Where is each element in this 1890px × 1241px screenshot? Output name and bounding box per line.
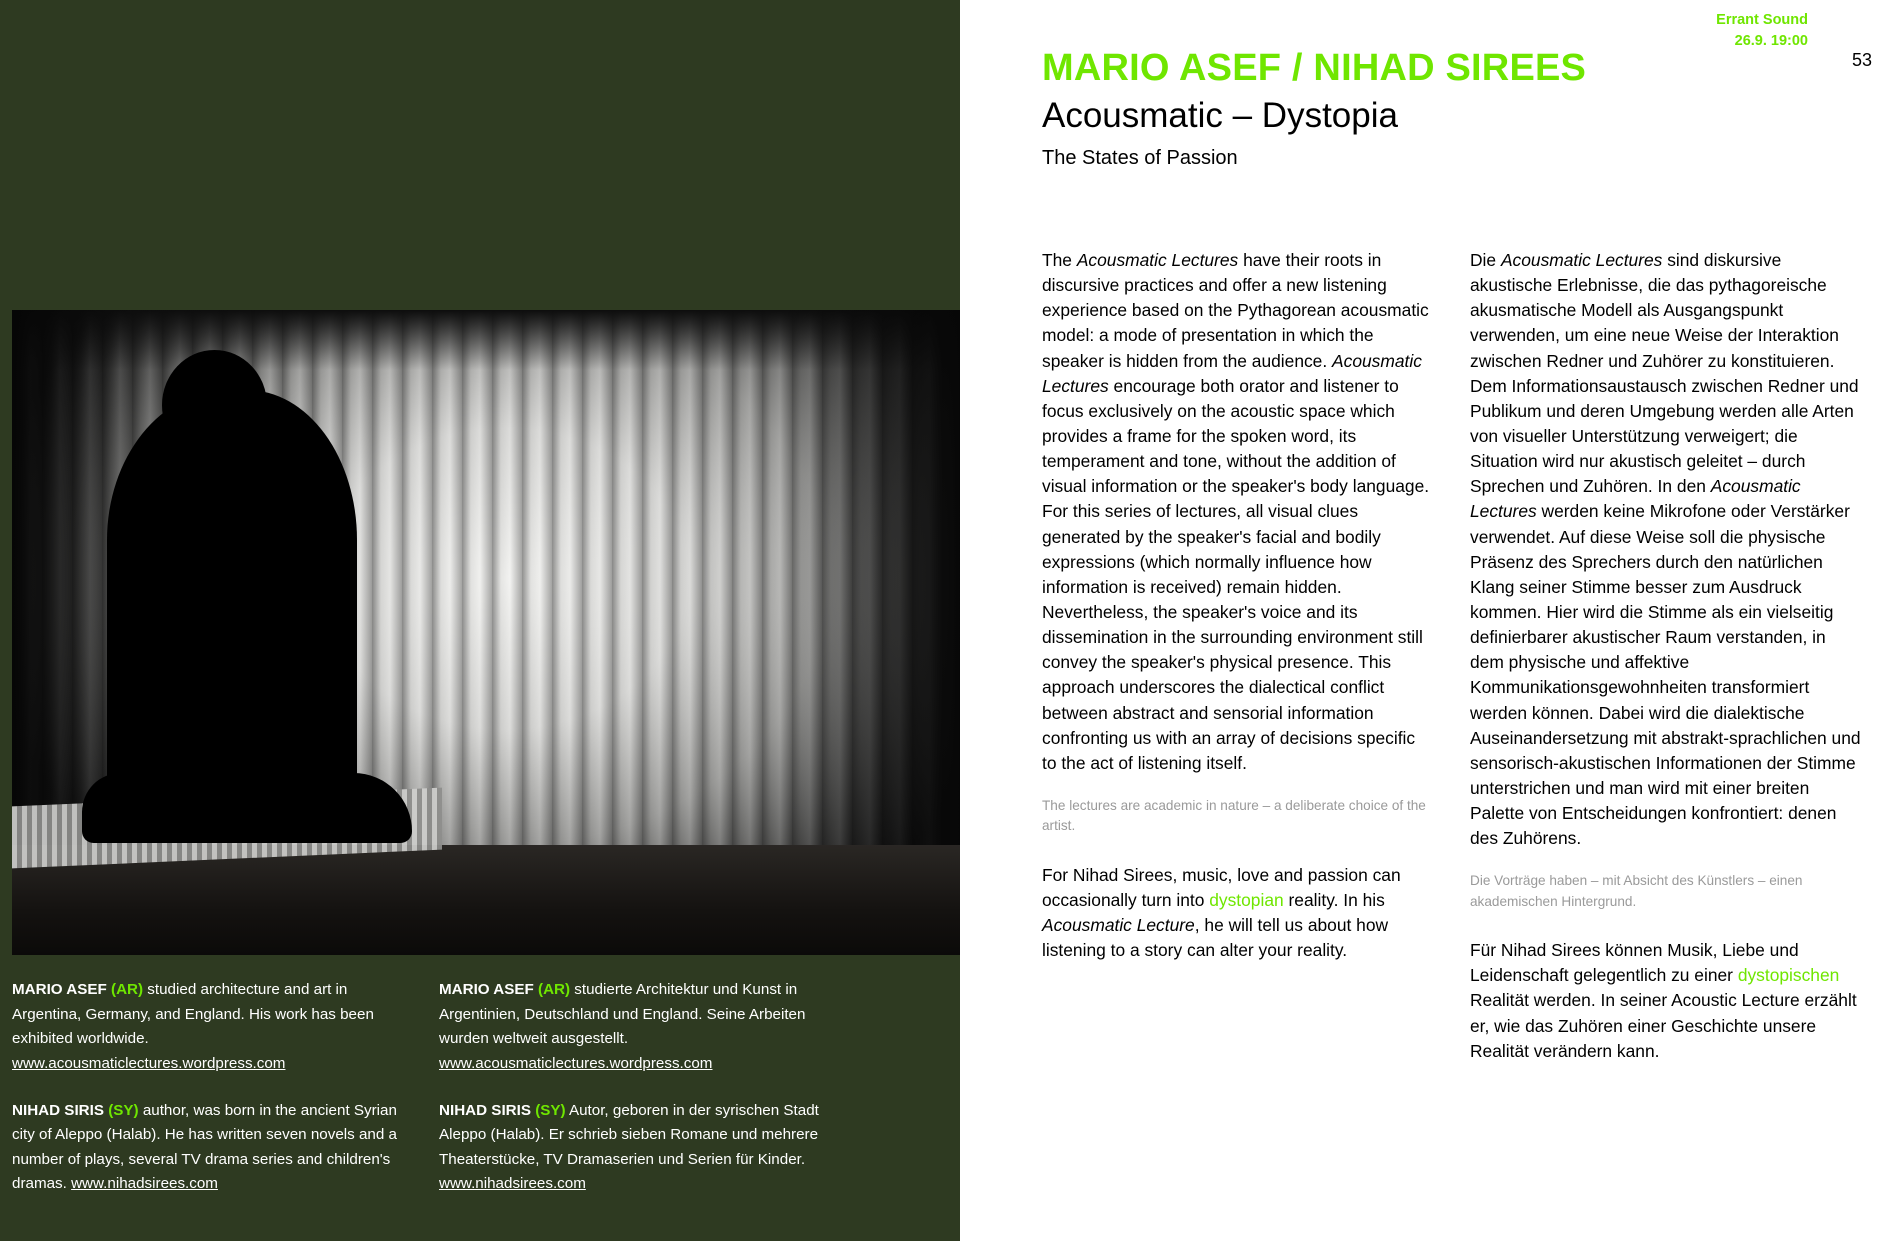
body-paragraph-de-2 bbox=[1470, 938, 1862, 1064]
bio-link[interactable]: www.nihadsirees.com bbox=[71, 1175, 218, 1193]
bio-entry-mario-asef-de bbox=[439, 978, 824, 1077]
photo-figure-legs bbox=[82, 773, 412, 843]
body-highlight: dystopischen bbox=[1737, 965, 1840, 986]
bio-name: NIHAD SIRIS bbox=[12, 1101, 104, 1119]
body-paragraph-de-1 bbox=[1470, 248, 1862, 851]
body-text: werden keine Mikrofone oder Verstärker verwendet. Auf diese Weise soll die physische Präsenz des Sprechers durch den natürlichen Klang seiner Stimme besser zum Ausdruck kommen. Hier wird die Stimme als ein vielseitig definierbarer akustischer Raum verstanden, in dem physische und affektive Kommunikationsgewohnheiten transformiert werden können. Dabei wird die dialektische Auseinandersetzung mit abstrakt-sprachlichen und sensorisch-akustischen Informationen der Stimme unterstrichen und man wird mit einer breiten Palette von Entscheidungen konfrontiert: denen des Zuhörens. bbox=[1470, 501, 1861, 849]
bio-name: MARIO ASEF bbox=[439, 981, 534, 998]
text-columns bbox=[1042, 248, 1866, 1084]
page-subtitle-secondary: The States of Passion bbox=[1042, 147, 1238, 170]
biography-column-de bbox=[439, 978, 824, 1241]
body-note-en: The lectures are academic in nature – a deliberate choice of the artist. bbox=[1042, 797, 1426, 834]
page-title: MARIO ASEF / NIHAD SIREES bbox=[1042, 47, 1587, 89]
body-text: For Nihad Sirees, music, love and passion can occasionally turn into bbox=[1042, 864, 1401, 910]
body-italic: Acousmatic Lectures bbox=[1500, 250, 1663, 270]
title-block bbox=[1042, 48, 1802, 171]
event-venue-info bbox=[1716, 10, 1808, 51]
body-note-de: Die Vorträge haben – mit Absicht des Künstlers – einen akademischen Hintergrund. bbox=[1470, 873, 1803, 909]
bio-country: (SY) bbox=[535, 1101, 566, 1119]
event-venue-name: Errant Sound bbox=[1716, 12, 1808, 28]
bio-link[interactable]: www.acousmaticlectures.wordpress.com bbox=[12, 1054, 286, 1072]
photo-figure-head bbox=[162, 350, 267, 460]
bio-text: studied architecture and art in Argentina, Germany, and England. His work has been exhibited worldwide. bbox=[12, 981, 374, 1048]
page-subtitle: Acousmatic – Dystopia bbox=[1042, 96, 1398, 136]
body-text: reality. In his bbox=[1283, 889, 1385, 910]
page-number: 53 bbox=[1851, 50, 1872, 70]
body-text: Für Nihad Sirees können Musik, Liebe und Leidenschaft gelegentlich zu einer bbox=[1470, 940, 1799, 986]
body-paragraph-en-1 bbox=[1042, 248, 1434, 776]
body-column-en bbox=[1042, 248, 1434, 1084]
bio-entry-nihad-siris-en bbox=[12, 1099, 397, 1198]
bio-entry-nihad-siris-de bbox=[439, 1099, 824, 1198]
body-text: sind diskursive akustische Erlebnisse, die das pythagoreische akusmatische Modell als Ausgangspunkt verwenden, um eine neue Weise der Interaktion zwischen Redner und Zuhörer zu konstituieren. Dem Informationsaustausch zwischen Redner und Publikum und deren Umgebung werden alle Arten von visueller Unterstützung verweigert; die Situation wird nur akustisch geleitet – durch Sprechen und Zuhören. In den bbox=[1470, 250, 1859, 497]
body-italic: Acousmatic Lectures bbox=[1042, 350, 1422, 396]
bio-country: (AR) bbox=[111, 981, 144, 998]
body-text: have their roots in discursive practices and offer a new listening experience based on the Pythagorean acousmatic model: a mode of presentation in which the speaker is hidden from the audience. bbox=[1042, 250, 1429, 371]
bio-text: Autor, geboren in der syrischen Stadt Aleppo (Halab). Er schrieb sieben Romane und mehrere Theaterstücke, TV Dramaserien und Serien für Kinder. bbox=[439, 1101, 819, 1168]
body-italic: Acousmatic Lecture bbox=[1042, 915, 1195, 936]
body-text: Die bbox=[1470, 250, 1501, 270]
bio-entry-mario-asef-en bbox=[12, 978, 397, 1077]
bio-text: studierte Architektur und Kunst in Argentinien, Deutschland und England. Seine Arbeiten wurden weltweit ausgestellt. bbox=[439, 981, 806, 1048]
bio-country: (AR) bbox=[538, 981, 571, 998]
right-page bbox=[960, 0, 1890, 1241]
body-italic: Acousmatic Lectures bbox=[1470, 476, 1801, 522]
bio-text: author, was born in the ancient Syrian city of Aleppo (Halab). He has written seven novels and a number of plays, several TV drama series and children's dramas. bbox=[12, 1101, 397, 1193]
bio-country: (SY) bbox=[108, 1101, 139, 1119]
body-text: The bbox=[1042, 250, 1077, 270]
body-paragraph-en-2 bbox=[1042, 863, 1434, 964]
bio-link[interactable]: www.nihadsirees.com bbox=[439, 1175, 586, 1193]
body-italic: Acousmatic Lectures bbox=[1076, 250, 1239, 270]
body-text: , he will tell us about how listening to a story can alter your reality. bbox=[1042, 915, 1389, 961]
bio-name: NIHAD SIRIS bbox=[439, 1101, 531, 1119]
event-datetime: 26.9. 19:00 bbox=[1734, 32, 1808, 49]
stage-curtain-photo bbox=[12, 310, 960, 955]
bio-name: MARIO ASEF bbox=[12, 981, 107, 998]
biography-captions bbox=[12, 978, 948, 1241]
body-text: Realität werden. In seiner Acoustic Lecture erzählt er, wie das Zuhören einer Geschichte unsere Realität verändern kann. bbox=[1470, 990, 1857, 1061]
body-text: encourage both orator and listener to focus exclusively on the acoustic space which provides a frame for the spoken word, its temperament and tone, without the addition of visual information or the speaker's body language. For this series of lectures, all visual clues generated by the speaker's facial and bodily expressions (which normally influence how information is received) remain hidden. Nevertheless, the speaker's voice and its dissemination in the surrounding environment still convey the speaker's physical presence. This approach underscores the dialectical conflict between abstract and sensorial information confronting us with an array of decisions specific to the act of listening itself. bbox=[1042, 375, 1430, 773]
biography-column-en bbox=[12, 978, 397, 1241]
bio-link[interactable]: www.acousmaticlectures.wordpress.com bbox=[439, 1054, 713, 1072]
body-column-de bbox=[1470, 248, 1862, 1084]
body-highlight: dystopian bbox=[1209, 889, 1284, 910]
